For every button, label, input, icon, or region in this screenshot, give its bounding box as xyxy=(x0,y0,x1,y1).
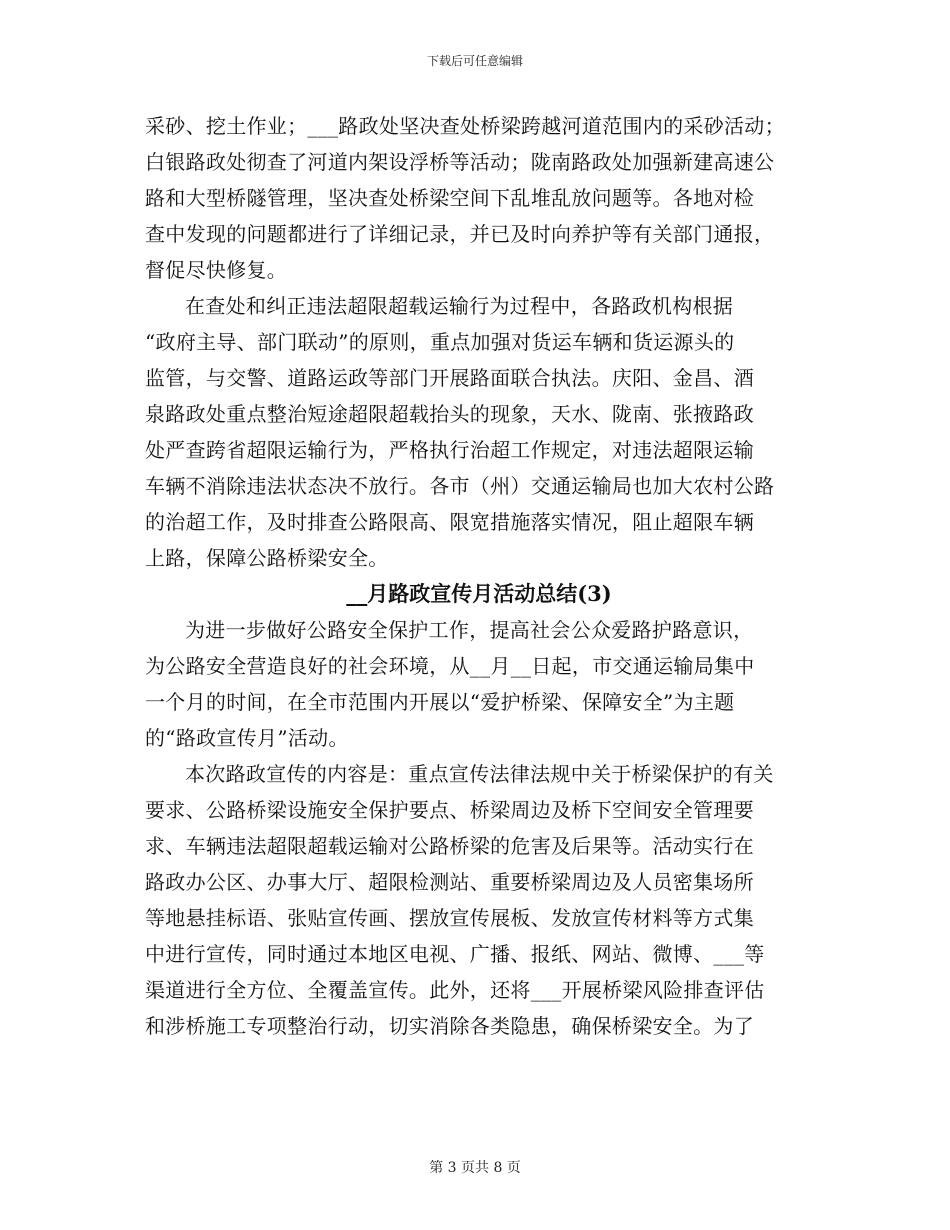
text-line: 求、车辆违法超限超载运输对公路桥梁的危害及后果等。活动实行在 xyxy=(145,834,754,858)
text-line: 车辆不消除违法状态决不放行。各市（州）交通运输局也加大农村公路 xyxy=(145,474,775,498)
text-line: “政府主导、部门联动”的原则，重点加强对货运车辆和货运源头的 xyxy=(145,330,735,354)
text-line: 采砂、挖土作业；___路政处坚决查处桥梁跨越河道范围内的采砂活动； xyxy=(145,114,785,138)
text-line: 一个月的时间，在全市范围内开展以“爱护桥梁、保障安全”为主题 xyxy=(145,690,735,714)
page-header: 下载后可任意编辑 xyxy=(426,54,523,68)
text-line: 要求、公路桥梁设施安全保护要点、桥梁周边及桥下空间安全管理要 xyxy=(145,798,754,822)
text-line: 为公路安全营造良好的社会环境，从__月__日起，市交通运输局集中 xyxy=(145,654,755,678)
page-footer: 第 3 页共 8 页 xyxy=(429,1160,521,1176)
text-line: 上路，保障公路桥梁安全。 xyxy=(145,546,389,570)
text-line: 查中发现的问题都进行了详细记录，并已及时向养护等有关部门通报， xyxy=(145,222,775,246)
text-line: 白银路政处彻查了河道内架设浮桥等活动；陇南路政处加强新建高速公 xyxy=(145,150,775,174)
paragraph-1 xyxy=(145,108,813,288)
section-title: __月路政宣传月活动总结(3) xyxy=(346,581,612,606)
text-line: 处严查跨省超限运输行为，严格执行治超工作规定，对违法超限运输 xyxy=(145,438,754,462)
text-line: 泉路政处重点整治短途超限超载抬头的现象，天水、陇南、张掖路政 xyxy=(145,402,754,426)
paragraph-2 xyxy=(145,288,813,576)
paragraph-4 xyxy=(145,756,813,1044)
text-line: 在查处和纠正违法超限超载运输行为过程中，各路政机构根据 xyxy=(185,294,734,318)
text-line: 的治超工作，及时排查公路限高、限宽措施落实情况，阻止超限车辆 xyxy=(145,510,754,534)
text-line: 监管，与交警、道路运政等部门开展路面联合执法。庆阳、金昌、酒 xyxy=(145,366,754,390)
text-line: 督促尽快修复。 xyxy=(145,258,288,282)
text-line: 为进一步做好公路安全保护工作，提高社会公众爱路护路意识， xyxy=(185,618,754,642)
text-line: 渠道进行全方位、全覆盖宣传。此外，还将___开展桥梁风险排查评估 xyxy=(145,978,765,1002)
text-line: 路和大型桥隧管理，坚决查处桥梁空间下乱堆乱放问题等。各地对检 xyxy=(145,186,754,210)
text-line: 的“路政宣传月”活动。 xyxy=(145,726,349,750)
paragraph-3 xyxy=(145,612,813,756)
text-line: 路政办公区、办事大厅、超限检测站、重要桥梁周边及人员密集场所 xyxy=(145,870,754,894)
text-line: 等地悬挂标语、张贴宣传画、摆放宣传展板、发放宣传材料等方式集 xyxy=(145,906,754,930)
text-line: 本次路政宣传的内容是：重点宣传法律法规中关于桥梁保护的有关 xyxy=(185,762,774,786)
text-line: 和涉桥施工专项整治行动，切实消除各类隐患，确保桥梁安全。为了 xyxy=(145,1014,754,1038)
text-line: 中进行宣传，同时通过本地区电视、广播、报纸、网站、微博、___等 xyxy=(145,942,765,966)
document-body xyxy=(145,108,813,1044)
